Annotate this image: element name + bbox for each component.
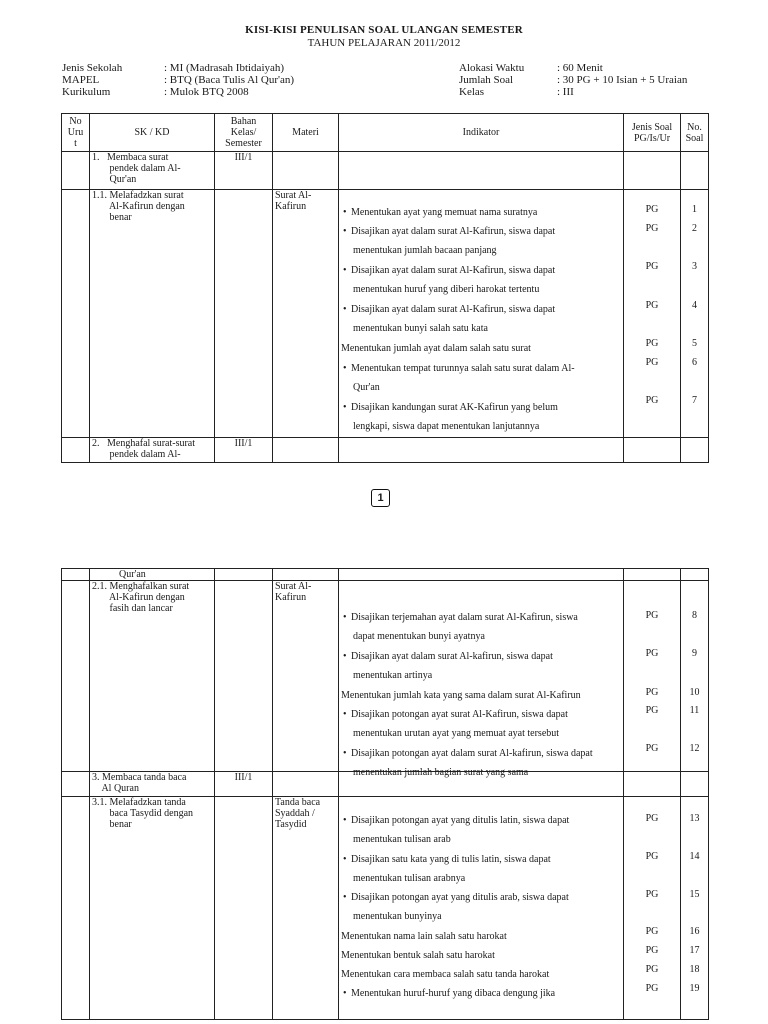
meta-label: Kelas	[459, 86, 485, 98]
no-soal: 12	[689, 743, 700, 754]
meta-value: : 30 PG + 10 Isian + 5 Uraian	[557, 74, 688, 86]
indikator-item: • Disajikan kandungan surat AK-Kafirun yang belum lengkapi, siswa dapat menentukan lanjutannya	[343, 402, 558, 432]
meta-label: Alokasi Waktu	[459, 62, 525, 74]
jenis-soal: PG	[645, 851, 659, 862]
indikator-item: Menentukan bentuk salah satu harokat	[341, 950, 495, 961]
sk-3: 3. Membaca tanda baca Al Quran	[90, 772, 215, 797]
indikator-item: • Menentukan ayat yang memuat nama suratnya	[343, 207, 538, 218]
meta-value: : BTQ (Baca Tulis Al Qur'an)	[164, 74, 295, 86]
indikator-item: • Disajikan potongan ayat surat Al-Kafirun, siswa dapat menentukan urutan ayat yang memuat ayat tersebut	[343, 709, 568, 739]
table-header-row	[62, 114, 709, 152]
no-soal: 9	[692, 648, 697, 659]
no-soal-cell	[681, 797, 709, 1020]
indikator-item: • Menentukan tempat turunnya salah satu surat dalam Al- Qur'an	[343, 363, 575, 393]
no-soal: 19	[689, 983, 700, 994]
document-title: KISI-KISI PENULISAN SOAL ULANGAN SEMESTER	[245, 24, 523, 36]
document-subtitle: TAHUN PELAJARAN 2011/2012	[307, 37, 461, 49]
header-jenis-soal: Jenis Soal PG/Is/Ur	[624, 114, 681, 152]
indikator-item: • Disajikan potongan ayat dalam surat Al-kafirun, siswa dapat menentukan jumlah bagian surat yang sama	[343, 748, 593, 778]
jenis-soal: PG	[645, 223, 659, 234]
meta-left-values	[164, 62, 294, 98]
jenis-soal: PG	[645, 395, 659, 406]
indikator-item: Menentukan nama lain salah satu harokat	[341, 931, 507, 942]
no-soal: 1	[692, 204, 697, 215]
table-row	[62, 438, 709, 463]
jenis-soal: PG	[645, 300, 659, 311]
indikator-cell	[339, 190, 624, 438]
no-soal: 4	[692, 300, 697, 311]
indikator-item: • Menentukan huruf-huruf yang dibaca dengung jika	[343, 988, 556, 999]
meta-value: : III	[557, 86, 574, 98]
no-soal: 16	[689, 926, 700, 937]
meta-label: Jenis Sekolah	[62, 62, 123, 74]
no-soal: 18	[689, 964, 700, 975]
indikator-item: • Disajikan potongan ayat yang ditulis latin, siswa dapat menentukan tulisan arab	[343, 815, 570, 845]
no-soal: 10	[689, 687, 700, 698]
kd-2-1: 2.1. Menghafalkan surat Al-Kafirun dengan fasih dan lancar	[90, 581, 215, 772]
jenis-soal: PG	[645, 357, 659, 368]
table-row	[62, 581, 709, 772]
no-soal: 13	[689, 813, 700, 824]
meta-right-labels	[459, 62, 524, 98]
table-row	[62, 190, 709, 438]
table-row	[62, 569, 709, 581]
header-bahan: Bahan Kelas/ Semester	[215, 114, 273, 152]
kd-3-1: 3.1. Melafadzkan tanda baca Tasydid dengan benar	[90, 797, 215, 1020]
jenis-soal: PG	[645, 743, 659, 754]
kd-3-1-materi: Tanda baca Syaddah / Tasydid	[273, 797, 339, 1020]
jenis-soal: PG	[645, 889, 659, 900]
sk-1-bahan: III/1	[215, 152, 273, 190]
no-soal: 5	[692, 338, 697, 349]
table-row	[62, 152, 709, 190]
meta-label: MAPEL	[62, 74, 100, 86]
sk-2-bahan: III/1	[215, 438, 273, 463]
jenis-soal-cell	[624, 581, 681, 772]
indikator-item: • Disajikan ayat dalam surat Al-kafirun, siswa dapat menentukan artinya	[343, 651, 553, 681]
jenis-soal: PG	[645, 964, 659, 975]
table-row	[62, 797, 709, 1020]
jenis-soal: PG	[645, 261, 659, 272]
indikator-item: • Disajikan ayat dalam surat Al-Kafirun, siswa dapat menentukan jumlah bacaan panjang	[343, 226, 556, 256]
no-soal: 8	[692, 610, 697, 621]
header-materi: Materi	[273, 114, 339, 152]
indikator-item: • Disajikan ayat dalam surat Al-Kafirun, siswa dapat menentukan bunyi salah satu kata	[343, 304, 556, 334]
no-soal-cell	[681, 581, 709, 772]
jenis-soal: PG	[645, 204, 659, 215]
kd-1-1: 1.1. Melafadzkan surat Al-Kafirun dengan benar	[90, 190, 215, 438]
indikator-cell	[339, 797, 624, 1020]
meta-label: Kurikulum	[62, 86, 111, 98]
indikator-cell	[339, 581, 624, 778]
header-indikator: Indikator	[339, 114, 624, 152]
kd-1-1-materi: Surat Al- Kafirun	[273, 190, 339, 438]
no-soal: 11	[689, 705, 700, 716]
jenis-soal: PG	[645, 926, 659, 937]
no-soal: 2	[692, 223, 697, 234]
header-no: No Uru t	[62, 114, 90, 152]
meta-value: : Mulok BTQ 2008	[164, 86, 249, 98]
kisi-table-page-2	[61, 568, 709, 1020]
jenis-soal: PG	[645, 813, 659, 824]
jenis-soal: PG	[645, 945, 659, 956]
meta-right-values	[557, 62, 687, 98]
jenis-soal: PG	[645, 648, 659, 659]
indikator-item: • Disajikan terjemahan ayat dalam surat Al-Kafirun, siswa dapat menentukan bunyi ayatnya	[343, 612, 578, 642]
meta-left-labels	[62, 62, 122, 98]
jenis-soal: PG	[645, 610, 659, 621]
indikator-item: Menentukan jumlah kata yang sama dalam surat Al-Kafirun	[341, 690, 581, 701]
kd-2-1-materi: Surat Al- Kafirun	[273, 581, 339, 772]
sk-1: 1. Membaca surat pendek dalam Al- Qur'an	[90, 152, 215, 190]
indikator-item: Menentukan jumlah ayat dalam salah satu surat	[341, 343, 531, 354]
jenis-soal-cell	[624, 797, 681, 1020]
meta-value: : MI (Madrasah Ibtidaiyah)	[164, 62, 285, 74]
header-sk-kd: SK / KD	[90, 114, 215, 152]
kisi-table-page-1	[61, 113, 709, 463]
no-soal: 3	[692, 261, 697, 272]
sk-3-bahan: III/1	[215, 772, 273, 797]
indikator-item: Menentukan cara membaca salah satu tanda harokat	[341, 969, 550, 980]
no-soal: 15	[689, 889, 700, 900]
jenis-soal: PG	[645, 705, 659, 716]
sk-2-continued: Qur'an	[90, 569, 215, 581]
no-soal: 17	[689, 945, 700, 956]
sk-2: 2. Menghafal surat-surat pendek dalam Al-	[90, 438, 215, 463]
page-number-badge: 1	[371, 489, 390, 507]
no-soal-cell	[681, 190, 709, 438]
header-no-soal: No. Soal	[681, 114, 709, 152]
jenis-soal: PG	[645, 983, 659, 994]
no-soal: 7	[692, 395, 697, 406]
no-soal: 6	[692, 357, 697, 368]
meta-value: : 60 Menit	[557, 62, 603, 74]
indikator-item: • Disajikan ayat dalam surat Al-Kafirun, siswa dapat menentukan huruf yang diberi harokat tertentu	[343, 265, 556, 295]
indikator-item: • Disajikan satu kata yang di tulis latin, siswa dapat menentukan tulisan arabnya	[343, 854, 551, 884]
jenis-soal: PG	[645, 338, 659, 349]
no-soal: 14	[689, 851, 700, 862]
jenis-soal: PG	[645, 687, 659, 698]
jenis-soal-cell	[624, 190, 681, 438]
indikator-item: • Disajikan potongan ayat yang ditulis arab, siswa dapat menentukan bunyinya	[343, 892, 569, 922]
meta-label: Jumlah Soal	[459, 74, 514, 86]
